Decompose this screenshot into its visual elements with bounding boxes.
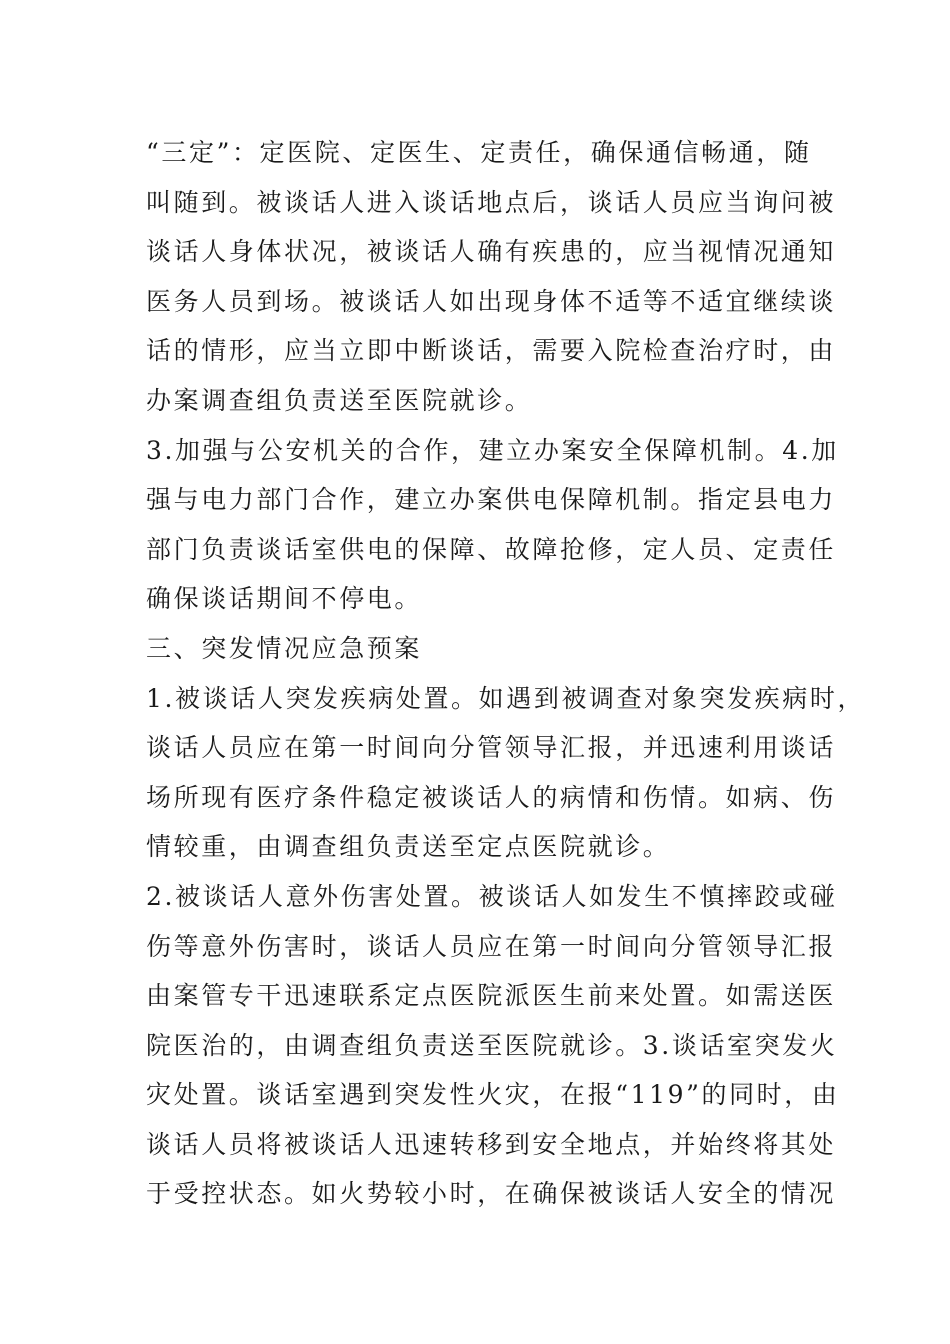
text-line-21: 谈话人员将被谈话人迅速转移到安全地点，并始终将其处: [146, 1129, 837, 1159]
section-heading: 三、突发情况应急预案: [146, 633, 423, 663]
text-line-20: 灾处置。谈话室遇到突发性火灾，在报“119”的同时，由: [146, 1080, 840, 1110]
text-line-14: 场所现有医疗条件稳定被谈话人的病情和伤情。如病、伤: [146, 782, 837, 812]
body-text: [146, 128, 866, 1219]
text-line-17: 伤等意外伤害时，谈话人员应在第一时间向分管领导汇报: [146, 931, 837, 961]
text-line-4: 医务人员到场。被谈话人如出现身体不适等不适宜继续谈: [146, 286, 837, 316]
text-line-1: “三定”：定医院、定医生、定责任，确保通信畅通，随: [146, 138, 812, 167]
text-line-15: 情较重，由调查组负责送至定点医院就诊。: [146, 832, 671, 862]
text-line-6: 办案调查组负责送至医院就诊。: [146, 385, 533, 415]
text-line-22: 于受控状态。如火势较小时，在确保被谈话人安全的情况: [146, 1179, 837, 1209]
text-line-16: 2.被谈话人意外伤害处置。被谈话人如发生不慎摔跤或碰: [146, 881, 838, 911]
text-line-2: 叫随到。被谈话人进入谈话地点后，谈话人员应当询问被: [146, 187, 837, 217]
text-line-7: 3.加强与公安机关的合作，建立办案安全保障机制。4.加: [146, 435, 839, 465]
text-line-19: 院医治的，由调查组负责送至医院就诊。3.谈话室突发火: [146, 1030, 838, 1060]
text-line-3: 谈话人身体状况，被谈话人确有疾患的，应当视情况通知: [146, 237, 837, 267]
text-line-10: 确保谈话期间不停电。: [146, 584, 423, 614]
text-line-12: 1.被谈话人突发疾病处置。如遇到被调查对象突发疾病时，: [146, 683, 866, 713]
text-line-13: 谈话人员应在第一时间向分管领导汇报，并迅速利用谈话: [146, 733, 837, 763]
text-line-9: 部门负责谈话室供电的保障、故障抢修，定人员、定责任: [146, 534, 837, 564]
text-line-8: 强与电力部门合作，建立办案供电保障机制。指定县电力: [146, 485, 837, 515]
text-line-5: 话的情形，应当立即中断谈话，需要入院检查治疗时，由: [146, 336, 837, 366]
text-line-18: 由案管专干迅速联系定点医院派医生前来处置。如需送医: [146, 981, 837, 1011]
